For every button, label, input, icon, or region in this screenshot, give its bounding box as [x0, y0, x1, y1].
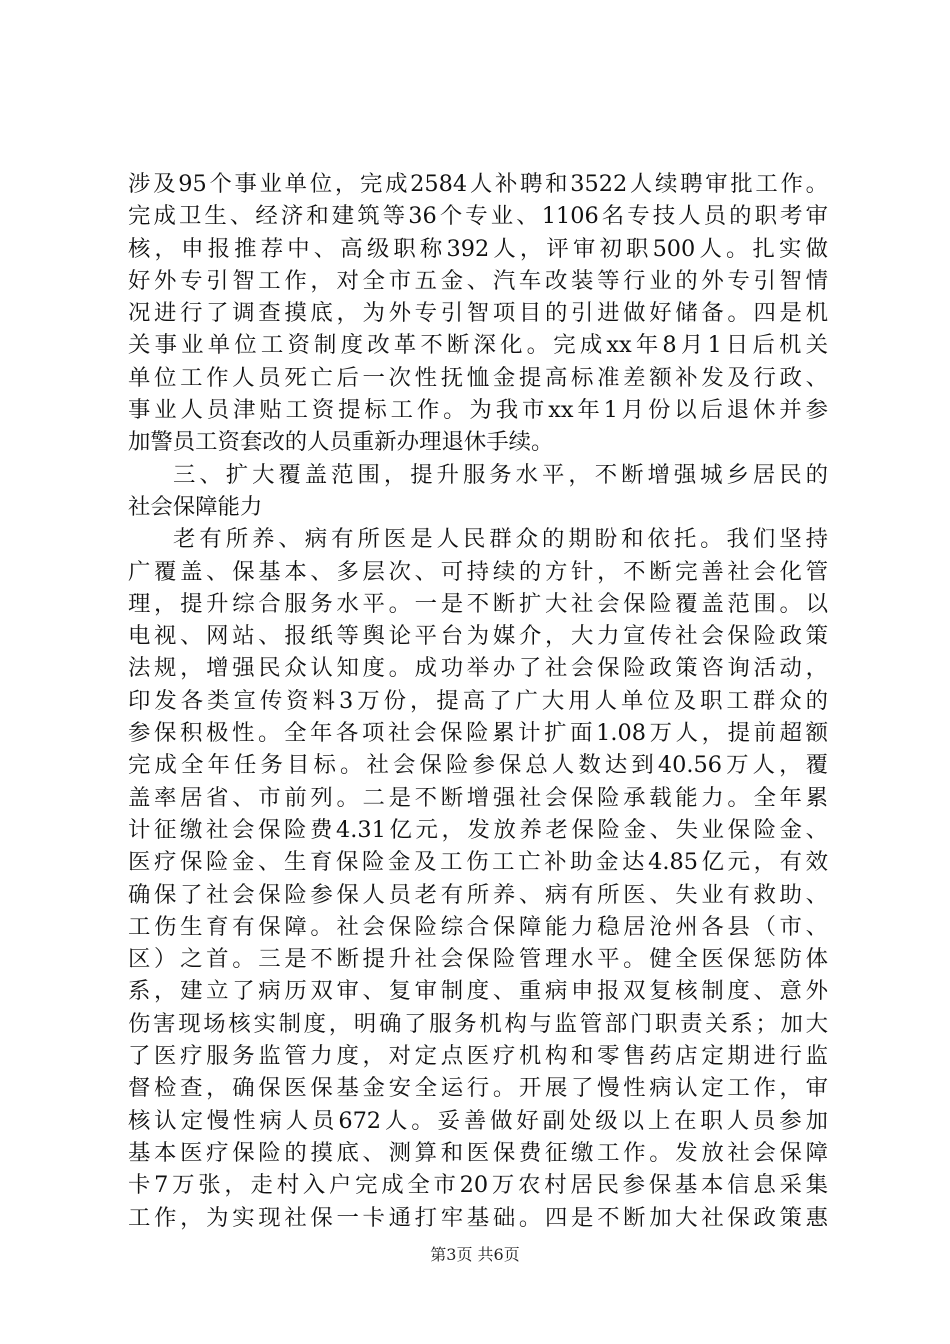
text-line: 工伤生育有保障。社会保险综合保障能力稳居沧州各县（市、 — [128, 913, 828, 940]
text-line: 老有所养、病有所医是人民群众的期盼和依托。我们坚持 — [173, 526, 828, 553]
text-line: 系，建立了病历双审、复审制度、重病申报双复核制度、意外 — [128, 978, 828, 1005]
text-line: 单位工作人员死亡后一次性抚恤金提高标准差额补发及行政、 — [128, 364, 828, 391]
text-line: 社会保障能力 — [128, 493, 263, 520]
page-footer: 第3页 共6页 — [430, 1245, 520, 1264]
text-line: 卡7万张，走村入户完成全市20万农村居民参保基本信息采集 — [128, 1172, 828, 1199]
text-line: 涉及95个事业单位，完成2584人补聘和3522人续聘审批工作。 — [128, 171, 828, 197]
text-line: 盖率居省、市前列。二是不断增强社会保险承载能力。全年累 — [128, 784, 828, 811]
text-line: 法规，增强民众认知度。成功举办了社会保险政策咨询活动， — [128, 655, 828, 682]
text-line: 三、扩大覆盖范围，提升服务水平，不断增强城乡居民的 — [173, 461, 828, 488]
text-line: 参保积极性。全年各项社会保险累计扩面1.08万人，提前超额 — [128, 720, 828, 747]
text-line: 加警员工资套改的人员重新办理退休手续。 — [128, 429, 554, 456]
text-line: 工作，为实现社保一卡通打牢基础。四是不断加大社保政策惠 — [128, 1204, 828, 1231]
text-line: 了医疗服务监管力度，对定点医疗机构和零售药店定期进行监 — [128, 1043, 828, 1070]
text-line: 督检查，确保医保基金安全运行。开展了慢性病认定工作，审 — [128, 1075, 828, 1102]
text-line: 况进行了调查摸底，为外专引智项目的引进做好储备。四是机 — [128, 300, 828, 327]
text-line: 计征缴社会保险费4.31亿元，发放养老保险金、失业保险金、 — [128, 816, 828, 843]
text-line: 广覆盖、保基本、多层次、可持续的方针，不断完善社会化管 — [128, 558, 828, 585]
text-line: 医疗保险金、生育保险金及工伤工亡补助金达4.85亿元，有效 — [128, 849, 828, 876]
text-line: 完成卫生、经济和建筑等36个专业、1106名专技人员的职考审 — [128, 203, 828, 230]
document-body — [128, 168, 828, 1234]
text-line: 完成全年任务目标。社会保险参保总人数达到40.56万人，覆 — [128, 752, 828, 779]
text-line: 关事业单位工资制度改革不断深化。完成xx年8月1日后机关 — [128, 332, 828, 359]
text-line: 确保了社会保险参保人员老有所养、病有所医、失业有救助、 — [128, 881, 828, 908]
text-line: 理，提升综合服务水平。一是不断扩大社会保险覆盖范围。以 — [128, 590, 828, 617]
text-line: 好外专引智工作，对全市五金、汽车改装等行业的外专引智情 — [128, 267, 828, 294]
text-line: 核，申报推荐中、高级职称392人，评审初职500人。扎实做 — [128, 235, 828, 262]
text-line: 基本医疗保险的摸底、测算和医保费征缴工作。发放社会保障 — [128, 1139, 828, 1166]
text-line: 伤害现场核实制度，明确了服务机构与监管部门职责关系；加大 — [128, 1010, 828, 1037]
text-line: 核认定慢性病人员672人。妥善做好副处级以上在职人员参加 — [128, 1107, 828, 1134]
text-line: 事业人员津贴工资提标工作。为我市xx年1月份以后退休并参 — [128, 397, 828, 424]
text-line: 电视、网站、报纸等舆论平台为媒介，大力宣传社会保险政策 — [128, 623, 828, 650]
text-line: 区）之首。三是不断提升社会保险管理水平。健全医保惩防体 — [128, 946, 828, 973]
text-line: 印发各类宣传资料3万份，提高了广大用人单位及职工群众的 — [128, 687, 828, 714]
